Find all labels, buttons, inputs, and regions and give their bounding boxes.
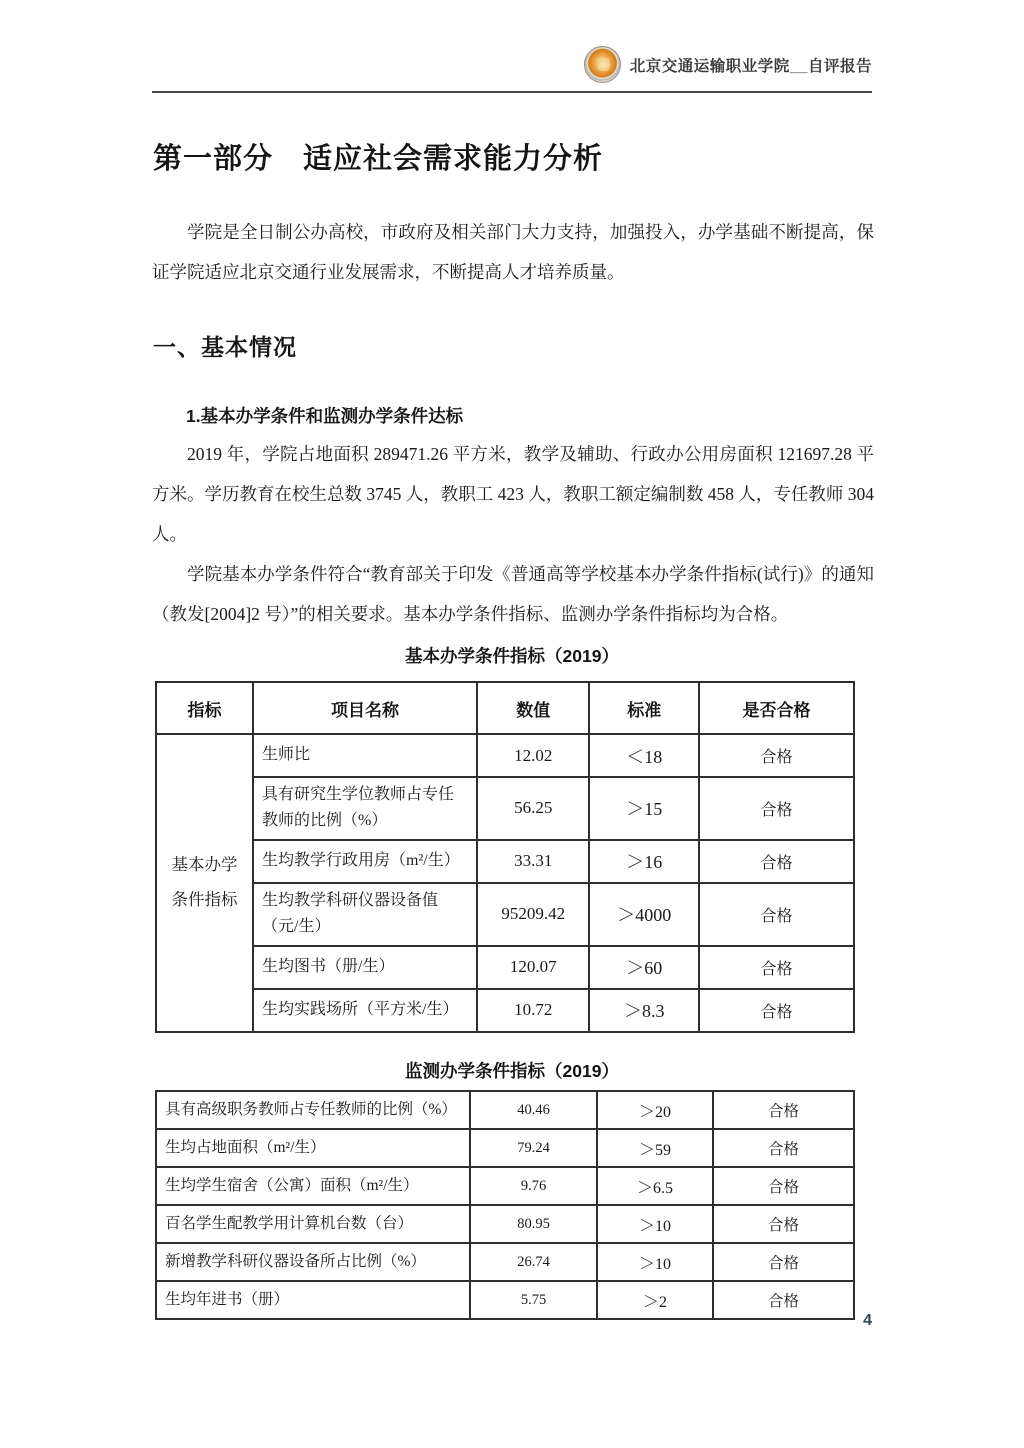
basic-table-title: 基本办学条件指标（2019） xyxy=(405,646,619,666)
item-qualified: 合格 xyxy=(699,883,854,946)
page-number: 4 xyxy=(863,1312,872,1329)
item-standard: ＞2 xyxy=(597,1281,713,1319)
subsection-title: 1.基本办学条件和监测办学条件达标 xyxy=(186,406,464,426)
item-name: 生均学生宿舍（公寓）面积（m²/生） xyxy=(156,1167,470,1205)
item-standard: ＞6.5 xyxy=(597,1167,713,1205)
item-qualified: 合格 xyxy=(699,840,854,883)
table-row xyxy=(156,1243,854,1281)
table-row xyxy=(156,883,854,946)
item-standard: ＞20 xyxy=(597,1091,713,1129)
table-row xyxy=(156,946,854,989)
item-qualified: 合格 xyxy=(699,946,854,989)
header-report-title: 北京交通运输职业学院__自评报告 xyxy=(629,57,872,75)
item-value: 80.95 xyxy=(470,1205,597,1243)
table-row xyxy=(156,777,854,840)
item-name: 生均实践场所（平方米/生） xyxy=(253,989,477,1032)
col-header-item-name: 项目名称 xyxy=(253,682,477,734)
basic-table-header-row xyxy=(156,682,854,734)
table-row xyxy=(156,1091,854,1129)
item-name: 百名学生配教学用计算机台数（台） xyxy=(156,1205,470,1243)
item-value: 120.07 xyxy=(477,946,589,989)
item-value: 56.25 xyxy=(477,777,589,840)
table-row xyxy=(156,734,854,777)
item-value: 40.46 xyxy=(470,1091,597,1129)
group-label-line2: 条件指标 xyxy=(171,889,238,909)
item-name: 生均教学行政用房（m²/生） xyxy=(253,840,477,883)
item-qualified: 合格 xyxy=(713,1281,854,1319)
item-qualified: 合格 xyxy=(699,734,854,777)
table-row xyxy=(156,989,854,1032)
table-row xyxy=(156,1281,854,1319)
item-standard: ＞8.3 xyxy=(589,989,699,1032)
col-header-standard: 标准 xyxy=(589,682,699,734)
item-name: 新增教学科研仪器设备所占比例（%） xyxy=(156,1243,470,1281)
item-qualified: 合格 xyxy=(713,1129,854,1167)
item-standard: ＞4000 xyxy=(589,883,699,946)
page-header xyxy=(152,48,872,93)
item-value: 95209.42 xyxy=(477,883,589,946)
paragraph-2019-stats: 2019 年，学院占地面积 289471.26 平方米，教学及辅助、行政办公用房面积 121697.28 平方米。学历教育在校生总数 3745 人，教职工 423 人，教职工额定编制数 458 人，专任教师 304 人。 xyxy=(152,444,874,544)
item-qualified: 合格 xyxy=(699,777,854,840)
table-row xyxy=(156,840,854,883)
item-qualified: 合格 xyxy=(699,989,854,1032)
item-standard: ＞15 xyxy=(589,777,699,840)
item-value: 5.75 xyxy=(470,1281,597,1319)
paragraph-compliance: 学院基本办学条件符合“教育部关于印发《普通高等学校基本办学条件指标(试行)》的通知（教发[2004]2 号）”的相关要求。基本办学条件指标、监测办学条件指标均为合格。 xyxy=(152,564,874,624)
intro-paragraph: 学院是全日制公办高校，市政府及相关部门大力支持，加强投入，办学基础不断提高，保证学院适应北京交通行业发展需求，不断提高人才培养质量。 xyxy=(152,222,874,282)
item-standard: ＞60 xyxy=(589,946,699,989)
item-name: 生均年进书（册） xyxy=(156,1281,470,1319)
item-name: 生师比 xyxy=(253,734,477,777)
item-name: 生均占地面积（m²/生） xyxy=(156,1129,470,1167)
item-standard: ＞10 xyxy=(597,1205,713,1243)
item-qualified: 合格 xyxy=(713,1091,854,1129)
item-qualified: 合格 xyxy=(713,1243,854,1281)
item-standard: ＞10 xyxy=(597,1243,713,1281)
col-header-qualified: 是否合格 xyxy=(699,682,854,734)
item-value: 9.76 xyxy=(470,1167,597,1205)
item-name: 生均教学科研仪器设备值（元/生） xyxy=(253,883,477,946)
item-standard: ＜18 xyxy=(589,734,699,777)
col-header-indicator: 指标 xyxy=(156,682,253,734)
monitor-conditions-table xyxy=(155,1090,855,1320)
item-name: 具有高级职务教师占专任教师的比例（%） xyxy=(156,1091,470,1129)
section-title: 一、基本情况 xyxy=(153,334,297,360)
item-value: 79.24 xyxy=(470,1129,597,1167)
college-seal-icon xyxy=(584,46,621,83)
item-standard: ＞16 xyxy=(589,840,699,883)
table-row xyxy=(156,1167,854,1205)
table-row xyxy=(156,1129,854,1167)
item-name: 具有研究生学位教师占专任教师的比例（%） xyxy=(253,777,477,840)
item-value: 33.31 xyxy=(477,840,589,883)
col-header-value: 数值 xyxy=(477,682,589,734)
item-standard: ＞59 xyxy=(597,1129,713,1167)
part-title: 第一部分 适应社会需求能力分析 xyxy=(153,143,604,175)
item-value: 12.02 xyxy=(477,734,589,777)
group-label-line1: 基本办学 xyxy=(171,855,238,875)
basic-conditions-table xyxy=(155,681,855,1033)
item-value: 26.74 xyxy=(470,1243,597,1281)
item-value: 10.72 xyxy=(477,989,589,1032)
indicator-group-cell xyxy=(156,734,253,1032)
item-qualified: 合格 xyxy=(713,1167,854,1205)
table-row xyxy=(156,1205,854,1243)
item-name: 生均图书（册/生） xyxy=(253,946,477,989)
monitor-table-title: 监测办学条件指标（2019） xyxy=(405,1061,619,1081)
item-qualified: 合格 xyxy=(713,1205,854,1243)
